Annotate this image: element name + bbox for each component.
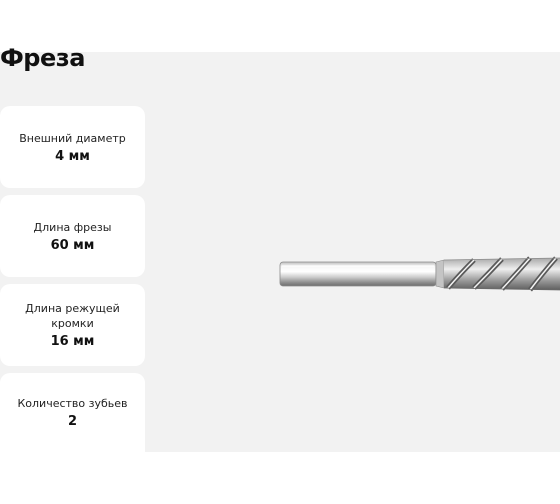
spec-value: 2: [67, 414, 78, 429]
spec-card-teeth-count: [0, 373, 145, 452]
spec-card-outer-diameter: [0, 106, 145, 188]
spec-value: 4 мм: [55, 148, 90, 164]
spec-label: Количество зубьев: [17, 397, 128, 410]
spec-card-cutter-length: [0, 195, 145, 277]
spec-card-cutting-edge-length: [0, 284, 145, 366]
spec-value: 16 мм: [50, 334, 95, 349]
page-title: Фреза: [0, 44, 85, 72]
spec-value: 60 мм: [50, 237, 95, 253]
spec-label: Длина режущей кромки: [25, 302, 120, 330]
end-mill-cutter-image: [278, 244, 560, 294]
spec-label: Внешний диаметр: [19, 131, 126, 145]
spec-label: Длина фрезы: [33, 220, 112, 234]
